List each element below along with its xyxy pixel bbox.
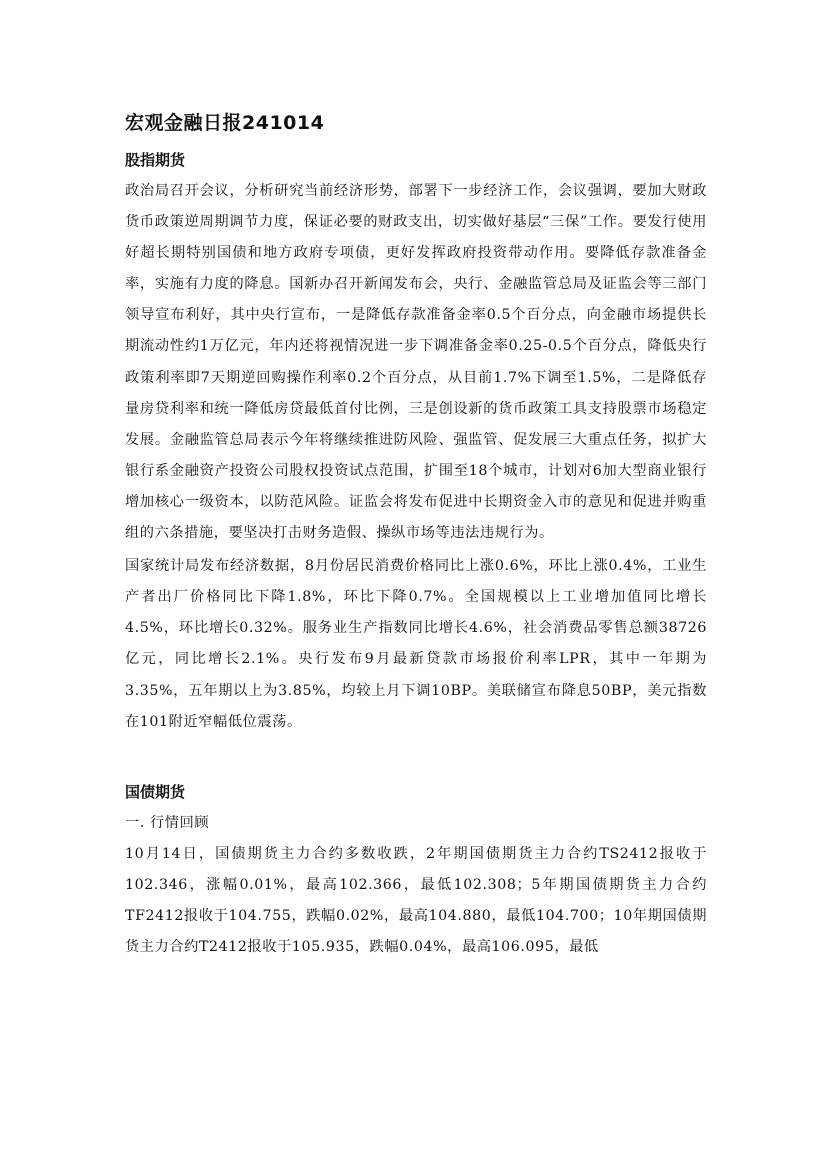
section-stock-index-futures [125,146,707,738]
document-body [125,108,707,963]
section-heading: 股指期货 [125,151,186,169]
sub-heading: 一. 行情回顾 [125,814,210,831]
paragraph: 国家统计局发布经济数据，8月份居民消费价格同比上涨0.6%，环比上涨0.4%，工业生产者出厂价格同比下降1.8%，环比下降0.7%。全国规模以上工业增加值同比增长4.5%，环比增长0.32%。服务业生产指数同比增长4.6%，社会消费品零售总额38726亿元，同比增长2.1%。央行发布9月最新贷款市场报价利率LPR，其中一年期为3.35%，五年期以上为3.85%，均较上月下调10BP。美联储宣布降息50BP，美元指数在101附近窄幅低位震荡。 [125,558,707,730]
section-heading: 国债期货 [125,782,186,801]
paragraph: 10月14日，国债期货主力合约多数收跌，2年期国债期货主力合约TS2412报收于102.346，涨幅0.01%，最高102.366，最低102.308；5年期国债期货主力合约TF2412报收于104.755，跌幅0.02%，最高104.880，最低104.700；10年期国债期货主力合约T2412报收于105.935，跌幅0.04%，最高106.095，最低 [125,845,707,955]
section-spacer [125,738,707,778]
section-treasury-futures [125,778,707,963]
paragraph: 政治局召开会议，分析研究当前经济形势，部署下一步经济工作，会议强调，要加大财政货币政策逆周期调节力度，保证必要的财政支出，切实做好基层“三保”工作。要发行使用好超长期特别国债和地方政府专项债，更好发挥政府投资带动作用。要降低存款准备金率，实施有力度的降息。国新办召开新闻发布会，央行、金融监管总局及证监会等三部门领导宣布利好，其中央行宣布，一是降低存款准备金率0.5个百分点，向金融市场提供长期流动性约1万亿元，年内还将视情况进一步下调准备金率0.25-0.5个百分点，降低央行政策利率即7天期逆回购操作利率0.2个百分点，从目前1.7%下调至1.5%，二是降低存量房贷利率和统一降低房贷最低首付比例，三是创设新的货币政策工具支持股票市场稳定发展。金融监管总局表示今年将继续推进防风险、强监管、促发展三大重点任务，拟扩大银行系金融资产投资公司股权投资试点范围，扩围至18个城市，计划对6加大型商业银行增加核心一级资本，以防范风险。证监会将发布促进中长期资金入市的意见和促进并购重组的六条措施，要坚决打击财务造假、操纵市场等违法违规行为。 [125,183,707,542]
document-title: 宏观金融日报241014 [125,112,325,134]
